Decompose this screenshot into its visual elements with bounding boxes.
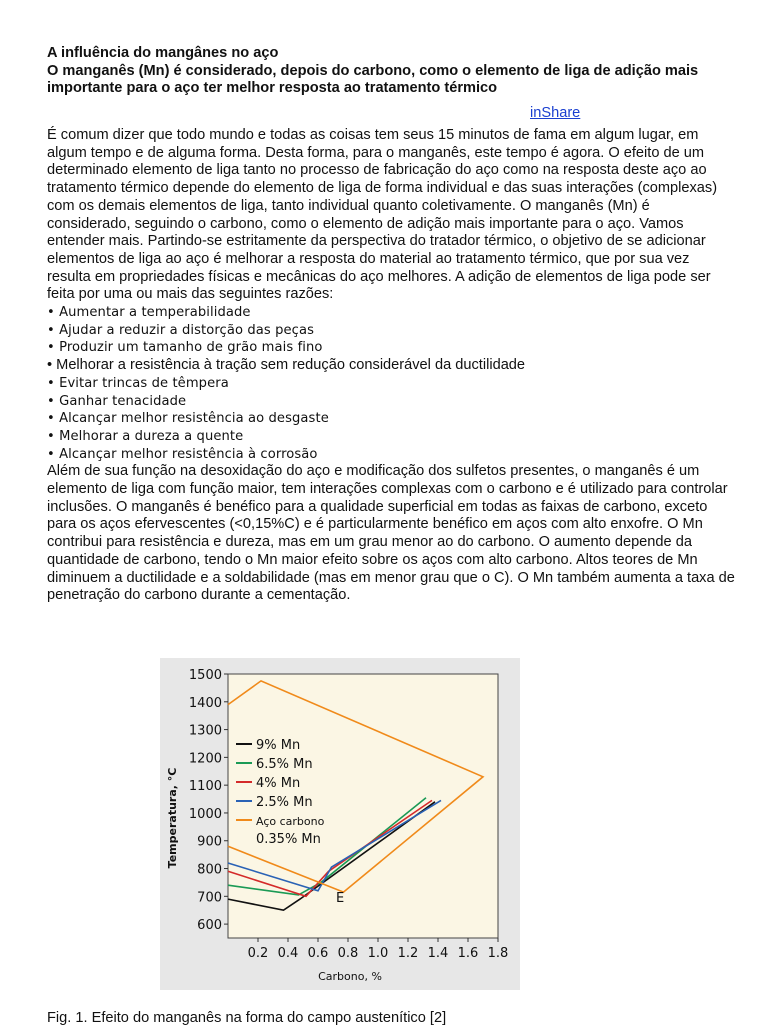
x-tick-label: 1.4: [427, 946, 449, 961]
x-tick-label: 1.6: [457, 946, 479, 961]
x-tick-label: 1.0: [367, 946, 389, 961]
legend-label: Aço carbono: [256, 815, 325, 828]
intro-paragraph: É comum dizer que todo mundo e todas as coisas tem seus 15 minutos de fama em algum lugar, em algum tempo e de alguma forma. Desta forma, para o manganês, este tempo é agora. O efeito de um determinado elemento de liga tanto no processo de fabricação do aço como na resposta deste aço ao tratamento térmico depende do elemento de liga de forma individual e das suas interações (complexas) com os demais elementos de liga, tanto individual quanto coletivamente. O manganês (Mn) é considerado, seguindo o carbono, como o elemento de adição mais importante para o aço. Vamos entender mais. Partindo-se estritamente da perspectiva do tratador térmico, o objetivo de se adicionar elementos de liga ao aço é melhorar a resposta do material ao tratamento térmico, que por sua vez resulta em propriedades físicas e mecânicas do aço melhores. A adição de elementos de liga pode ser feita por uma ou mais das seguintes razões:: [47, 127, 718, 303]
y-tick-label: 1100: [188, 779, 222, 795]
y-tick-label: 900: [197, 834, 222, 850]
x-tick-label: 1.8: [487, 946, 509, 961]
austenite-field-figure: [160, 658, 520, 990]
reason-item: • Evitar trincas de têmpera: [47, 375, 229, 391]
article-title: A influência do mangânes no aço: [47, 45, 279, 61]
y-tick-label: 1000: [188, 806, 222, 822]
reason-item: • Melhorar a resistência à tração sem redução considerável da ductilidade: [47, 357, 526, 374]
reason-item: • Alcançar melhor resistência à corrosão: [47, 446, 318, 462]
y-tick-label: 600: [197, 918, 222, 934]
y-tick-label: 1300: [188, 723, 222, 739]
legend-label: 2.5% Mn: [256, 795, 313, 810]
eutectoid-point-label: E: [336, 890, 345, 906]
article-subtitle: O manganês (Mn) é considerado, depois do carbono, como o elemento de liga de adição mais importante para o aço ter melhor resposta ao tratamento térmico: [47, 62, 699, 97]
y-tick-label: 1200: [188, 751, 222, 767]
legend-label: 9% Mn: [256, 738, 301, 753]
x-tick-label: 0.6: [307, 946, 329, 961]
y-tick-label: 1500: [188, 668, 222, 683]
y-tick-label: 1400: [188, 695, 222, 711]
reason-item: • Ajudar a reduzir a distorção das peças: [47, 322, 314, 338]
x-tick-label: 0.4: [277, 946, 299, 961]
legend-label: 6.5% Mn: [256, 757, 313, 772]
x-axis-label: Carbono, %: [318, 970, 382, 983]
figure-caption: Fig. 1. Efeito do manganês na forma do campo austenítico [2]: [47, 1010, 447, 1026]
reason-item: • Produzir um tamanho de grão mais fino: [47, 340, 323, 356]
reason-item: • Alcançar melhor resistência ao desgaste: [47, 411, 329, 427]
legend-label: 4% Mn: [256, 776, 301, 791]
x-tick-label: 0.2: [247, 946, 269, 961]
legend-note: 0.35% Mn: [256, 832, 321, 847]
reason-item: • Ganhar tenacidade: [47, 393, 187, 409]
article-body: [47, 127, 737, 605]
reason-item: • Aumentar a temperabilidade: [47, 305, 251, 321]
reasons-list: [47, 304, 737, 463]
x-tick-label: 1.2: [397, 946, 419, 961]
inshare-link[interactable]: inShare: [530, 105, 581, 121]
second-paragraph: Além de sua função na desoxidação do aço e modificação dos sulfetos presentes, o manganês é um elemento de liga com função maior, tem interações complexas com o carbono e é utilizado para controlar inclusões. O manganês é benéfico para a qualidade superficial em todas as faixas de carbono, exceto para os aços efervescentes (<0,15%C) e é particularmente benéfico em aços com alto enxofre. O Mn contribui para resistência e dureza, mas em um grau menor ao do carbono. O aumento depende da quantidade de carbono, tendo o Mn maior efeito sobre os aços com alto carbono. Altos teores de Mn diminuem a ductilidade e a soldabilidade (mas em menor grau que o C). O Mn também aumenta a taxa de penetração do carbono durante a cementação.: [47, 463, 735, 604]
y-tick-label: 700: [197, 890, 222, 906]
y-axis-label: Temperatura, °C: [166, 767, 179, 869]
austenite-field-chart: [160, 658, 520, 990]
article-heading: [47, 45, 727, 98]
reason-item: • Melhorar a dureza a quente: [47, 428, 244, 444]
x-tick-label: 0.8: [337, 946, 359, 961]
y-tick-label: 800: [197, 862, 222, 878]
